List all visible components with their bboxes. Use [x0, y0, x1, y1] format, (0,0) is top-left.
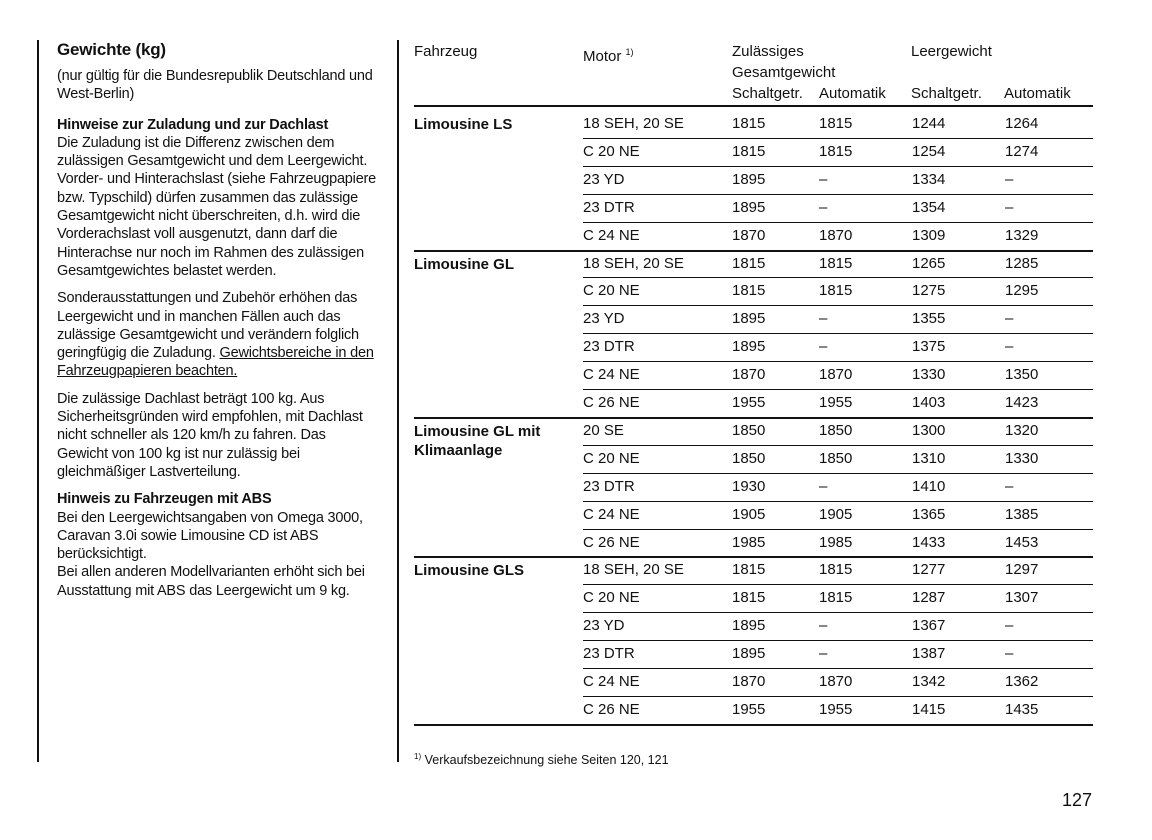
- header-fahrzeug: Fahrzeug: [414, 43, 478, 60]
- table-cell-motor: 23 YD: [583, 617, 625, 635]
- table-cell-weight: –: [819, 310, 828, 328]
- table-cell-weight: 1355: [912, 310, 946, 328]
- table-cell-weight: –: [819, 170, 828, 188]
- table-cell-weight: 1955: [732, 700, 766, 718]
- header-automatik-leer: Automatik: [1004, 85, 1071, 102]
- table-row-rule: [583, 361, 1093, 362]
- table-cell-weight: 1295: [1005, 282, 1039, 300]
- table-cell-weight: –: [1005, 338, 1014, 356]
- table-cell-weight: 1870: [732, 366, 766, 384]
- table-cell-motor: 18 SEH, 20 SE: [583, 115, 684, 132]
- table-cell-weight: 1985: [732, 533, 766, 551]
- table-cell-weight: 1300: [912, 421, 946, 439]
- table-cell-motor: C 20 NE: [583, 282, 640, 300]
- table-cell-weight: 1850: [819, 449, 853, 467]
- table-cell-weight: 1815: [819, 282, 853, 300]
- table-cell-weight: 1850: [819, 421, 853, 439]
- table-cell-weight: 1277: [912, 561, 946, 579]
- table-row-rule: [583, 668, 1093, 669]
- table-cell-weight: 1320: [1005, 421, 1039, 439]
- axle-load-paragraph: Vorder- und Hinterachslast (siehe Fahrzeugpapiere bzw. Typschild) dürfen zusammen das zulässige Gesamtgewicht nicht überschreiten, d.h. wird die Vorderachslast voll ausgenutzt, dann darf die Hinterachse nur noch im Rahmen des zulässigen Gesamtgewichtes belastet werden.: [57, 171, 377, 279]
- table-row-rule: [583, 277, 1093, 278]
- table-cell-motor: C 26 NE: [583, 394, 640, 411]
- table-cell-weight: 1354: [912, 198, 946, 216]
- table-row-rule: [583, 696, 1093, 697]
- table-group-rule: [414, 556, 1093, 558]
- table-cell-weight: 1275: [912, 282, 946, 300]
- table-cell-weight: 1815: [732, 115, 766, 132]
- section-title: Gewichte (kg): [57, 40, 166, 59]
- table-row-rule: [583, 529, 1093, 530]
- table-cell-weight: 1410: [912, 477, 946, 495]
- table-cell-weight: 1895: [732, 645, 766, 663]
- table-cell-motor: C 24 NE: [583, 366, 640, 384]
- table-group-rule: [414, 417, 1093, 419]
- table-cell-weight: 1254: [912, 142, 946, 160]
- table-cell-weight: 1387: [912, 645, 946, 663]
- roof-load-paragraph: Die zulässige Dachlast beträgt 100 kg. Aus Sicherheitsgründen wird empfohlen, mit Dachlast nicht schneller als 120 km/h zu fahren. Das Gewicht von 100 kg ist nur zulässig bei gleichmäßiger Lastverteilung.: [57, 390, 363, 480]
- table-cell-motor: C 24 NE: [583, 226, 640, 244]
- table-cell-weight: 1895: [732, 198, 766, 216]
- table-group-rule: [414, 250, 1093, 252]
- table-cell-weight: –: [1005, 645, 1014, 663]
- table-cell-weight: 1453: [1005, 533, 1039, 551]
- table-cell-weight: 1895: [732, 617, 766, 635]
- table-cell-weight: 1815: [819, 254, 853, 272]
- header-schaltgetriebe-gesamt: Schaltgetr.: [732, 85, 803, 102]
- table-cell-weight: 1815: [732, 589, 766, 607]
- table-cell-weight: 1815: [819, 561, 853, 579]
- accessories-text: Sonderausstattungen und Zubehör erhöhen das Leergewicht und in manchen Fällen auch das zulässige Gesamtgewicht und verändern folglich geringfügig die Zuladung.: [57, 290, 359, 362]
- table-cell-weight: 1385: [1005, 505, 1039, 523]
- table-cell-weight: 1367: [912, 617, 946, 635]
- table-cell-motor: C 20 NE: [583, 589, 640, 607]
- table-cell-motor: 23 DTR: [583, 645, 635, 663]
- payload-heading: Hinweise zur Zuladung und zur Dachlast: [57, 116, 329, 133]
- table-cell-weight: 1815: [732, 282, 766, 300]
- table-cell-weight: 1403: [912, 394, 946, 411]
- table-cell-motor: 23 YD: [583, 310, 625, 328]
- table-cell-weight: 1274: [1005, 142, 1039, 160]
- table-cell-weight: –: [1005, 198, 1014, 216]
- table-cell-weight: –: [1005, 170, 1014, 188]
- table-row-rule: [583, 166, 1093, 167]
- footnote: [414, 752, 669, 767]
- table-cell-weight: 1264: [1005, 115, 1039, 132]
- table-row-rule: [583, 473, 1093, 474]
- table-header-rule: [414, 105, 1093, 107]
- table-cell-weight: 1435: [1005, 700, 1039, 718]
- vehicle-group-label: Limousine GL mit Klimaanlage: [414, 422, 541, 459]
- table-row-rule: [583, 501, 1093, 502]
- vehicle-group-label: Limousine GL: [414, 255, 515, 273]
- table-row-rule: [583, 612, 1093, 613]
- table-group-rule: [414, 724, 1093, 726]
- vehicle-group-label: Limousine GLS: [414, 562, 525, 580]
- left-margin-line: [37, 40, 39, 762]
- abs-paragraph: Bei den Leergewichtsangaben von Omega 3000, Caravan 3.0i sowie Limousine CD ist ABS berücksichtigt.: [57, 509, 363, 563]
- table-cell-weight: 1895: [732, 338, 766, 356]
- table-cell-weight: 1287: [912, 589, 946, 607]
- table-cell-motor: C 20 NE: [583, 449, 640, 467]
- page-number: 127: [1062, 790, 1093, 810]
- section-subtitle: (nur gültig für die Bundesrepublik Deutschland und West-Berlin): [57, 68, 373, 103]
- table-cell-weight: 1815: [819, 115, 853, 132]
- table-cell-weight: 1850: [732, 449, 766, 467]
- header-leergewicht: Leergewicht: [911, 43, 992, 60]
- table-cell-weight: 1905: [819, 505, 853, 523]
- table-cell-weight: 1375: [912, 338, 946, 356]
- header-motor: Motor $^{1)}$: [583, 47, 634, 65]
- table-cell-motor: C 24 NE: [583, 673, 640, 690]
- table-header: [414, 43, 1094, 105]
- accessories-paragraph: [57, 289, 379, 380]
- abs-heading: Hinweis zu Fahrzeugen mit ABS: [57, 491, 272, 508]
- table-cell-weight: 1423: [1005, 394, 1039, 411]
- table-cell-weight: 1330: [912, 366, 946, 384]
- table-cell-weight: 1905: [732, 505, 766, 523]
- table-row-rule: [583, 194, 1093, 195]
- table-cell-weight: 1362: [1005, 673, 1039, 690]
- table-cell-weight: –: [819, 617, 828, 635]
- table-cell-weight: 1955: [819, 394, 853, 411]
- table-cell-weight: 1265: [912, 254, 946, 272]
- table-cell-weight: 1870: [732, 226, 766, 244]
- table-cell-weight: 1870: [819, 226, 853, 244]
- table-cell-weight: 1415: [912, 700, 946, 718]
- table-cell-weight: 1815: [732, 142, 766, 160]
- table-cell-motor: 23 DTR: [583, 338, 635, 356]
- table-row-rule: [583, 305, 1093, 306]
- table-cell-weight: 1330: [1005, 449, 1039, 467]
- table-cell-weight: –: [819, 477, 828, 495]
- table-cell-weight: –: [1005, 617, 1014, 635]
- table-cell-motor: 23 DTR: [583, 477, 635, 495]
- column-divider-line: [397, 40, 399, 762]
- accessories-underlined-note: Gewichtsbereiche in den Fahrzeugpapieren beachten.: [57, 345, 374, 380]
- table-cell-motor: C 20 NE: [583, 142, 640, 160]
- table-cell-weight: 1870: [819, 673, 853, 690]
- table-row-rule: [583, 333, 1093, 334]
- table-cell-weight: 1985: [819, 533, 853, 551]
- table-cell-weight: 1433: [912, 533, 946, 551]
- table-cell-weight: 1309: [912, 226, 946, 244]
- table-row-rule: [583, 222, 1093, 223]
- abs-extra-weight-paragraph: Bei allen anderen Modellvarianten erhöht sich bei Ausstattung mit ABS das Leergewicht um 9 kg.: [57, 564, 365, 599]
- table-cell-motor: 20 SE: [583, 421, 624, 439]
- table-cell-weight: 1815: [732, 254, 766, 272]
- table-cell-motor: 18 SEH, 20 SE: [583, 254, 684, 272]
- table-cell-motor: 23 YD: [583, 170, 625, 188]
- table-cell-weight: 1334: [912, 170, 946, 188]
- vehicle-group-label: Limousine LS: [414, 116, 513, 133]
- table-cell-weight: 1329: [1005, 226, 1039, 244]
- table-row-rule: [583, 389, 1093, 390]
- table-cell-weight: 1307: [1005, 589, 1039, 607]
- table-row-rule: [583, 640, 1093, 641]
- table-cell-weight: 1350: [1005, 366, 1039, 384]
- table-cell-weight: 1815: [819, 589, 853, 607]
- table-cell-weight: 1244: [912, 115, 946, 132]
- footnote-text: Verkaufsbezeichnung siehe Seiten 120, 121: [424, 753, 669, 767]
- table-cell-weight: 1895: [732, 170, 766, 188]
- table-cell-weight: 1310: [912, 449, 946, 467]
- header-zulaessiges: Zulässiges: [732, 43, 804, 60]
- table-cell-weight: 1850: [732, 421, 766, 439]
- table-cell-weight: –: [1005, 477, 1014, 495]
- table-row-rule: [583, 138, 1093, 139]
- table-row-rule: [583, 584, 1093, 585]
- table-cell-weight: 1870: [732, 673, 766, 690]
- table-row-rule: [583, 445, 1093, 446]
- table-cell-weight: 1365: [912, 505, 946, 523]
- table-cell-weight: 1815: [819, 142, 853, 160]
- table-cell-weight: –: [1005, 310, 1014, 328]
- table-cell-weight: 1955: [819, 700, 853, 718]
- table-cell-motor: C 26 NE: [583, 533, 640, 551]
- table-cell-motor: C 26 NE: [583, 700, 640, 718]
- table-cell-weight: 1815: [732, 561, 766, 579]
- table-cell-weight: 1297: [1005, 561, 1039, 579]
- table-cell-weight: 1285: [1005, 254, 1039, 272]
- table-cell-weight: 1342: [912, 673, 946, 690]
- weights-text-column: [57, 40, 379, 609]
- header-motor-footnote-mark: 1): [625, 47, 634, 57]
- table-cell-weight: 1895: [732, 310, 766, 328]
- footnote-mark: 1): [414, 752, 422, 761]
- payload-paragraph: Die Zuladung ist die Differenz zwischen dem zulässigen Gesamtgewicht und dem Leergewicht.: [57, 134, 368, 170]
- table-cell-weight: 1870: [819, 366, 853, 384]
- table-cell-weight: –: [819, 645, 828, 663]
- table-cell-motor: 18 SEH, 20 SE: [583, 561, 684, 579]
- table-cell-weight: –: [819, 198, 828, 216]
- table-cell-weight: 1955: [732, 394, 766, 411]
- table-cell-motor: C 24 NE: [583, 505, 640, 523]
- header-automatik-gesamt: Automatik: [819, 85, 886, 102]
- header-schaltgetriebe-leer: Schaltgetr.: [911, 85, 982, 102]
- header-gesamtgewicht: Gesamtgewicht: [732, 64, 836, 81]
- table-cell-weight: –: [819, 338, 828, 356]
- table-cell-motor: 23 DTR: [583, 198, 635, 216]
- table-cell-weight: 1930: [732, 477, 766, 495]
